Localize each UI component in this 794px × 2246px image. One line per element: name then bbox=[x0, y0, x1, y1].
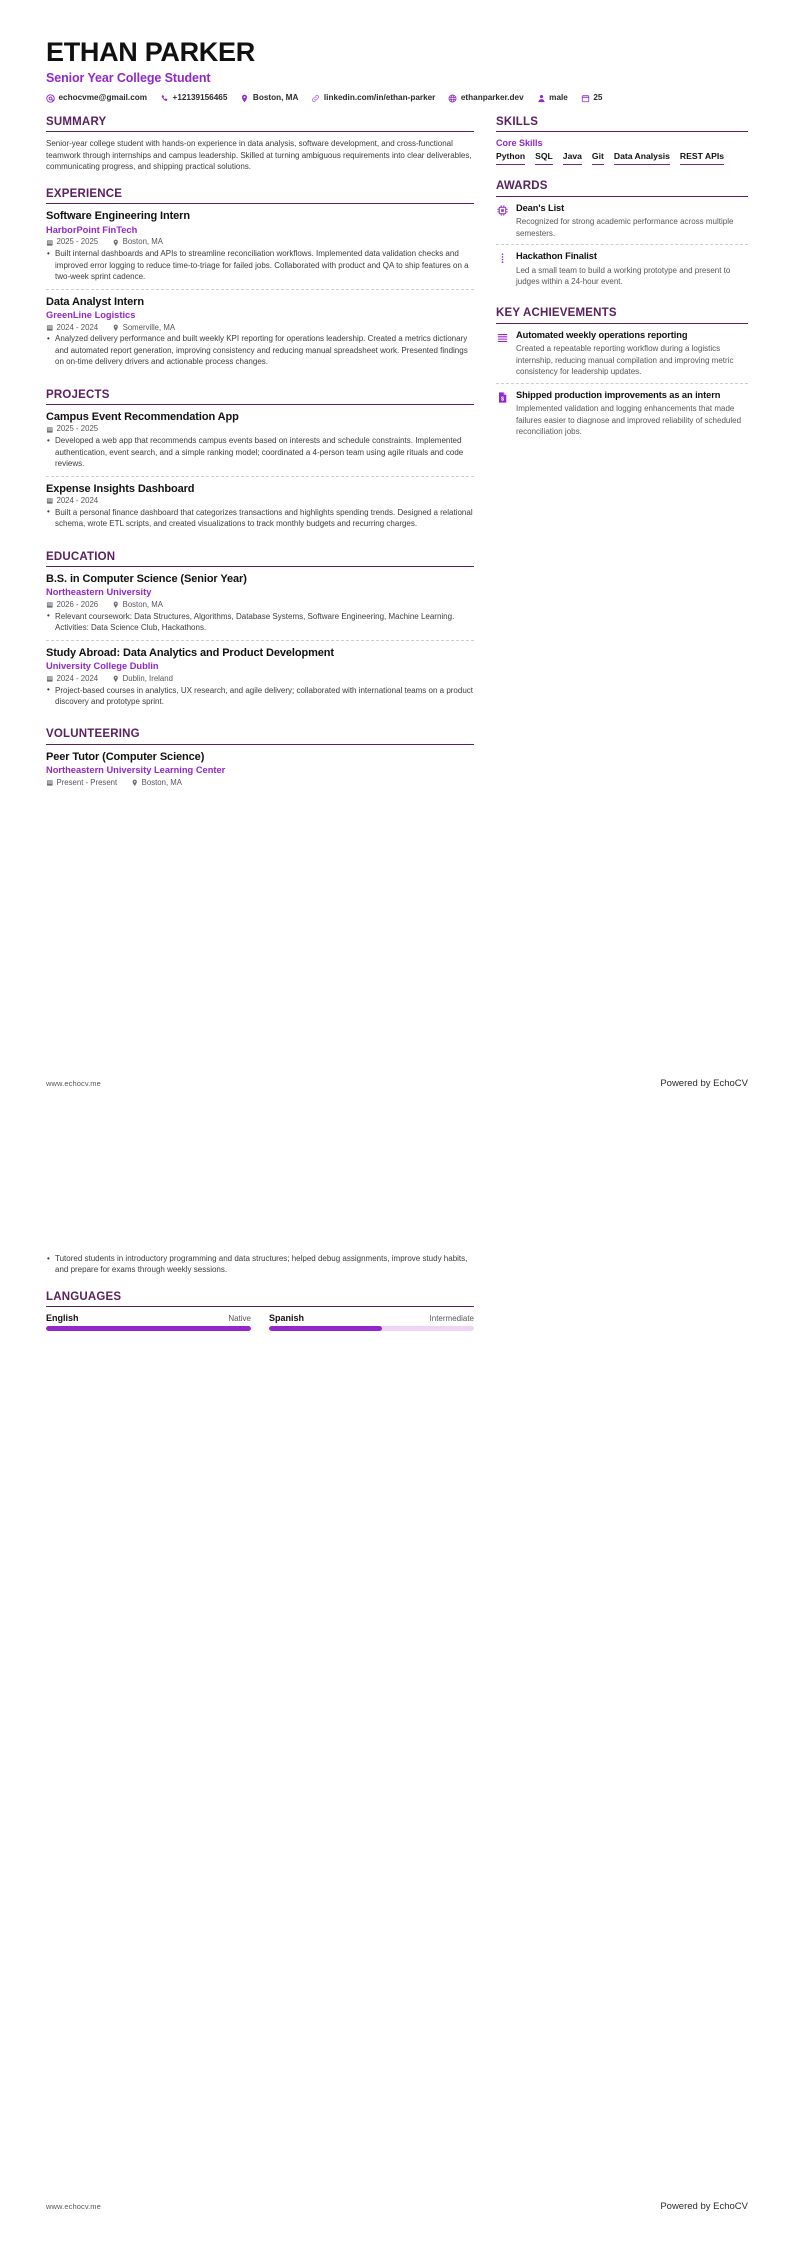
experience-dates-text: 2024 - 2024 bbox=[56, 322, 99, 332]
footer-branding bbox=[660, 1078, 748, 1089]
section-key-achievements bbox=[496, 306, 748, 442]
dots-vertical-icon bbox=[496, 252, 509, 265]
education-bullets bbox=[46, 685, 474, 708]
footer-site-url[interactable]: www.echocv.me bbox=[46, 2202, 101, 2211]
page-footer bbox=[46, 1078, 748, 1089]
calendar-icon bbox=[46, 601, 54, 609]
language-name: Spanish bbox=[269, 1313, 305, 1324]
volunteering-org: Northeastern University Learning Center bbox=[46, 765, 226, 776]
contact-gender bbox=[537, 94, 568, 103]
experience-entry bbox=[46, 289, 474, 374]
language-progress-bar bbox=[46, 1326, 251, 1331]
volunteering-dates bbox=[46, 779, 117, 787]
language-item bbox=[46, 1313, 251, 1331]
calendar-icon bbox=[581, 94, 590, 103]
experience-job-title: Software Engineering Intern bbox=[46, 210, 190, 223]
project-meta bbox=[46, 425, 474, 433]
summary-text: Senior-year college student with hands-on experience in data analysis, software development, and cross-functional teamwork through internships and campus leadership. Skilled at turning ambiguous requirements into clear deliverables, communicating progress, and shipping practical solutions. bbox=[46, 139, 472, 172]
calendar-icon bbox=[46, 497, 54, 505]
experience-dates bbox=[46, 324, 98, 332]
volunteering-meta bbox=[46, 779, 474, 787]
svg-text:$: $ bbox=[500, 396, 505, 403]
volunteering-location-text: Boston, MA bbox=[141, 777, 182, 787]
education-degree: B.S. in Computer Science (Senior Year) bbox=[46, 573, 247, 586]
page-footer bbox=[46, 2201, 748, 2212]
skills-group-title: Core Skills bbox=[496, 138, 543, 149]
education-school: Northeastern University bbox=[46, 587, 152, 598]
project-title: Expense Insights Dashboard bbox=[46, 482, 195, 495]
project-entry bbox=[46, 411, 474, 476]
list-item: • Project-based courses in analytics, UX research, and agile delivery; collaborated with international teams on a product discovery and prototype sprint. bbox=[46, 685, 474, 708]
list-item: • Built a personal finance dashboard that categorizes transactions and highlights spending trends. Designed a relational schema, wrote ETL scripts, and created visualizations to track monthly budgets and recurring charges. bbox=[46, 507, 474, 530]
document-dollar-icon bbox=[496, 391, 509, 404]
calendar-icon bbox=[46, 779, 54, 787]
left-column bbox=[46, 115, 474, 808]
footer-brand-name: EchoCV bbox=[713, 1078, 748, 1089]
project-dates bbox=[46, 497, 98, 505]
language-level: Native bbox=[228, 1314, 251, 1324]
education-dates bbox=[46, 601, 98, 609]
education-dates-text: 2024 - 2024 bbox=[56, 673, 99, 683]
award-entry bbox=[496, 244, 748, 292]
link-icon bbox=[311, 94, 320, 103]
location-icon bbox=[112, 239, 120, 247]
education-entry bbox=[46, 640, 474, 714]
resume-header bbox=[46, 38, 748, 103]
section-summary bbox=[46, 115, 474, 173]
contact-phone[interactable] bbox=[160, 94, 227, 103]
candidate-headline: Senior Year College Student bbox=[46, 70, 211, 85]
volunteering-location bbox=[131, 779, 182, 787]
calendar-icon bbox=[46, 239, 54, 247]
volunteering-role: Peer Tutor (Computer Science) bbox=[46, 750, 205, 763]
skill-tag: Git bbox=[592, 152, 604, 165]
language-progress-bar bbox=[269, 1326, 474, 1331]
contact-age-text: 25 bbox=[593, 93, 603, 103]
list-item: • Relevant coursework: Data Structures, Algorithms, Database Systems, Software Engineering, Machine Learning. Activities: Data Science Club, Hackathons. bbox=[46, 611, 474, 634]
experience-location bbox=[112, 238, 163, 246]
footer-branding bbox=[660, 2201, 748, 2212]
contact-linkedin[interactable] bbox=[311, 94, 435, 103]
right-column bbox=[496, 115, 748, 457]
resume-page-2 bbox=[0, 1123, 794, 2246]
contact-location bbox=[240, 94, 298, 103]
skills-list bbox=[496, 152, 748, 165]
skill-tag: Data Analysis bbox=[614, 152, 670, 165]
award-body bbox=[516, 251, 748, 287]
project-entry bbox=[46, 476, 474, 536]
contact-age bbox=[581, 94, 603, 103]
volunteering-bullets bbox=[46, 1253, 474, 1276]
education-dates-text: 2026 - 2026 bbox=[56, 600, 99, 610]
skill-tag: REST APIs bbox=[680, 152, 724, 165]
achievement-entry bbox=[496, 383, 748, 443]
education-degree: Study Abroad: Data Analytics and Product Development bbox=[46, 646, 334, 659]
language-item bbox=[269, 1313, 474, 1331]
experience-company: HarborPoint FinTech bbox=[46, 224, 138, 235]
project-title: Campus Event Recommendation App bbox=[46, 411, 239, 424]
project-bullets bbox=[46, 435, 474, 469]
project-dates bbox=[46, 425, 98, 433]
section-education bbox=[46, 550, 474, 714]
contact-row bbox=[46, 94, 748, 103]
experience-entry bbox=[46, 210, 474, 288]
calendar-icon bbox=[46, 426, 54, 434]
contact-email[interactable] bbox=[46, 94, 147, 103]
lines-icon bbox=[496, 331, 509, 344]
location-icon bbox=[112, 601, 120, 609]
experience-company: GreenLine Logistics bbox=[46, 309, 136, 320]
experience-bullets bbox=[46, 333, 474, 367]
award-description: Led a small team to build a working prototype and present to judges within a 24-hour event. bbox=[516, 265, 731, 287]
location-icon bbox=[112, 324, 120, 332]
education-location bbox=[112, 675, 173, 683]
language-name: English bbox=[46, 1313, 79, 1324]
language-progress-fill bbox=[269, 1326, 382, 1331]
footer-powered-by-label: Powered by bbox=[660, 2201, 714, 2212]
volunteering-entry bbox=[46, 751, 474, 794]
education-bullets bbox=[46, 611, 474, 634]
contact-location-text: Boston, MA bbox=[252, 93, 299, 103]
education-meta bbox=[46, 675, 474, 683]
phone-icon bbox=[160, 94, 169, 103]
section-title-projects: PROJECTS bbox=[46, 388, 474, 405]
location-icon bbox=[112, 675, 120, 683]
volunteering-dates-text: Present - Present bbox=[56, 777, 118, 787]
award-entry bbox=[496, 203, 748, 244]
award-description: Recognized for strong academic performance across multiple semesters. bbox=[516, 217, 734, 238]
footer-brand-name: EchoCV bbox=[713, 2201, 748, 2212]
skill-tag: Java bbox=[563, 152, 582, 165]
languages-list bbox=[46, 1313, 474, 1331]
section-volunteering bbox=[46, 727, 474, 793]
skill-tag: Python bbox=[496, 152, 525, 165]
section-title-skills: SKILLS bbox=[496, 115, 748, 132]
achievement-description: Created a repeatable reporting workflow during a logistics internship, reducing manual compilation and improving metric consistency for leadership updates. bbox=[516, 344, 734, 377]
candidate-name: ETHAN PARKER bbox=[46, 37, 255, 67]
resume-body bbox=[46, 115, 748, 808]
section-title-summary: SUMMARY bbox=[46, 115, 474, 132]
experience-dates bbox=[46, 238, 98, 246]
list-item: • Built internal dashboards and APIs to streamline reconciliation workflows. Implemented data validation checks and improved error logging to reduce time-to-triage for failed jobs. Collaborated with product and QA to ship features on a two-week sprint cadence. bbox=[46, 248, 474, 282]
location-icon bbox=[240, 94, 249, 103]
section-title-awards: AWARDS bbox=[496, 179, 748, 196]
education-location-text: Dublin, Ireland bbox=[122, 673, 173, 683]
section-projects bbox=[46, 388, 474, 536]
list-item: • Tutored students in introductory programming and data structures; helped debug assignments, improve study habits, and prepare for exams through weekly sessions. bbox=[46, 1253, 474, 1276]
section-title-volunteering: VOLUNTEERING bbox=[46, 727, 474, 744]
project-bullets bbox=[46, 507, 474, 530]
contact-phone-text: +12139156465 bbox=[172, 93, 228, 103]
experience-meta bbox=[46, 324, 474, 332]
section-awards bbox=[496, 179, 748, 292]
page-2-left-column bbox=[46, 1253, 474, 1331]
experience-bullets bbox=[46, 248, 474, 282]
globe-icon bbox=[448, 94, 457, 103]
experience-job-title: Data Analyst Intern bbox=[46, 295, 144, 308]
education-location-text: Boston, MA bbox=[122, 600, 163, 610]
achievement-body bbox=[516, 390, 748, 438]
education-location bbox=[112, 601, 163, 609]
volunteering-continued bbox=[46, 1253, 474, 1276]
section-title-key-achievements: KEY ACHIEVEMENTS bbox=[496, 306, 748, 323]
experience-location bbox=[112, 324, 175, 332]
calendar-icon bbox=[46, 324, 54, 332]
location-icon bbox=[131, 779, 139, 787]
experience-meta bbox=[46, 238, 474, 246]
language-progress-fill bbox=[46, 1326, 251, 1331]
section-experience bbox=[46, 187, 474, 374]
award-title: Dean's List bbox=[516, 202, 565, 213]
list-item: • Developed a web app that recommends campus events based on interests and schedule constraints. Implemented authentication, event search, and a simple ranking model; coordinated a 4-person team using agile rituals and code reviews. bbox=[46, 435, 474, 469]
footer-powered-by-label: Powered by bbox=[660, 1078, 714, 1089]
project-dates-text: 2025 - 2025 bbox=[56, 424, 99, 434]
project-dates-text: 2024 - 2024 bbox=[56, 496, 99, 505]
award-title: Hackathon Finalist bbox=[516, 251, 597, 262]
experience-dates-text: 2025 - 2025 bbox=[56, 237, 99, 247]
section-title-languages: LANGUAGES bbox=[46, 1290, 474, 1307]
section-skills bbox=[496, 115, 748, 166]
achievement-title: Shipped production improvements as an intern bbox=[516, 389, 721, 400]
contact-gender-text: male bbox=[549, 93, 568, 103]
education-entry bbox=[46, 573, 474, 640]
project-meta bbox=[46, 497, 474, 505]
experience-location-text: Boston, MA bbox=[122, 237, 163, 247]
education-meta bbox=[46, 601, 474, 609]
section-title-education: EDUCATION bbox=[46, 550, 474, 567]
award-body bbox=[516, 203, 748, 239]
person-icon bbox=[537, 94, 546, 103]
footer-site-url[interactable]: www.echocv.me bbox=[46, 1079, 101, 1088]
skill-tag: SQL bbox=[535, 152, 553, 165]
education-dates bbox=[46, 675, 98, 683]
contact-email-text: echocvme@gmail.com bbox=[58, 93, 148, 103]
section-title-experience: EXPERIENCE bbox=[46, 187, 474, 204]
section-languages bbox=[46, 1290, 474, 1331]
language-level: Intermediate bbox=[429, 1314, 474, 1324]
achievement-description: Implemented validation and logging enhancements that made failures easier to diagnose and improved reliability of scheduled reconciliation jobs. bbox=[516, 404, 742, 436]
list-item: • Analyzed delivery performance and built weekly KPI reporting for operations leadership. Created a metrics dictionary and automated report generation, improving consistency and reducing manual spreadsheet work. Presented findings on on-time delivery drivers and actionable process changes. bbox=[46, 333, 474, 367]
achievement-entry bbox=[496, 330, 748, 383]
contact-website[interactable] bbox=[448, 94, 523, 103]
achievement-title: Automated weekly operations reporting bbox=[516, 329, 688, 340]
education-school: University College Dublin bbox=[46, 661, 159, 672]
page-2-top-spacer bbox=[46, 1161, 748, 1253]
experience-location-text: Somerville, MA bbox=[122, 322, 176, 332]
chip-icon bbox=[496, 204, 509, 217]
calendar-icon bbox=[46, 675, 54, 683]
language-header bbox=[46, 1313, 251, 1323]
achievement-body bbox=[516, 330, 748, 378]
language-header bbox=[269, 1313, 474, 1323]
email-icon bbox=[46, 94, 55, 103]
contact-website-text: ethanparker.dev bbox=[460, 93, 524, 103]
contact-linkedin-text: linkedin.com/in/ethan-parker bbox=[323, 93, 436, 103]
